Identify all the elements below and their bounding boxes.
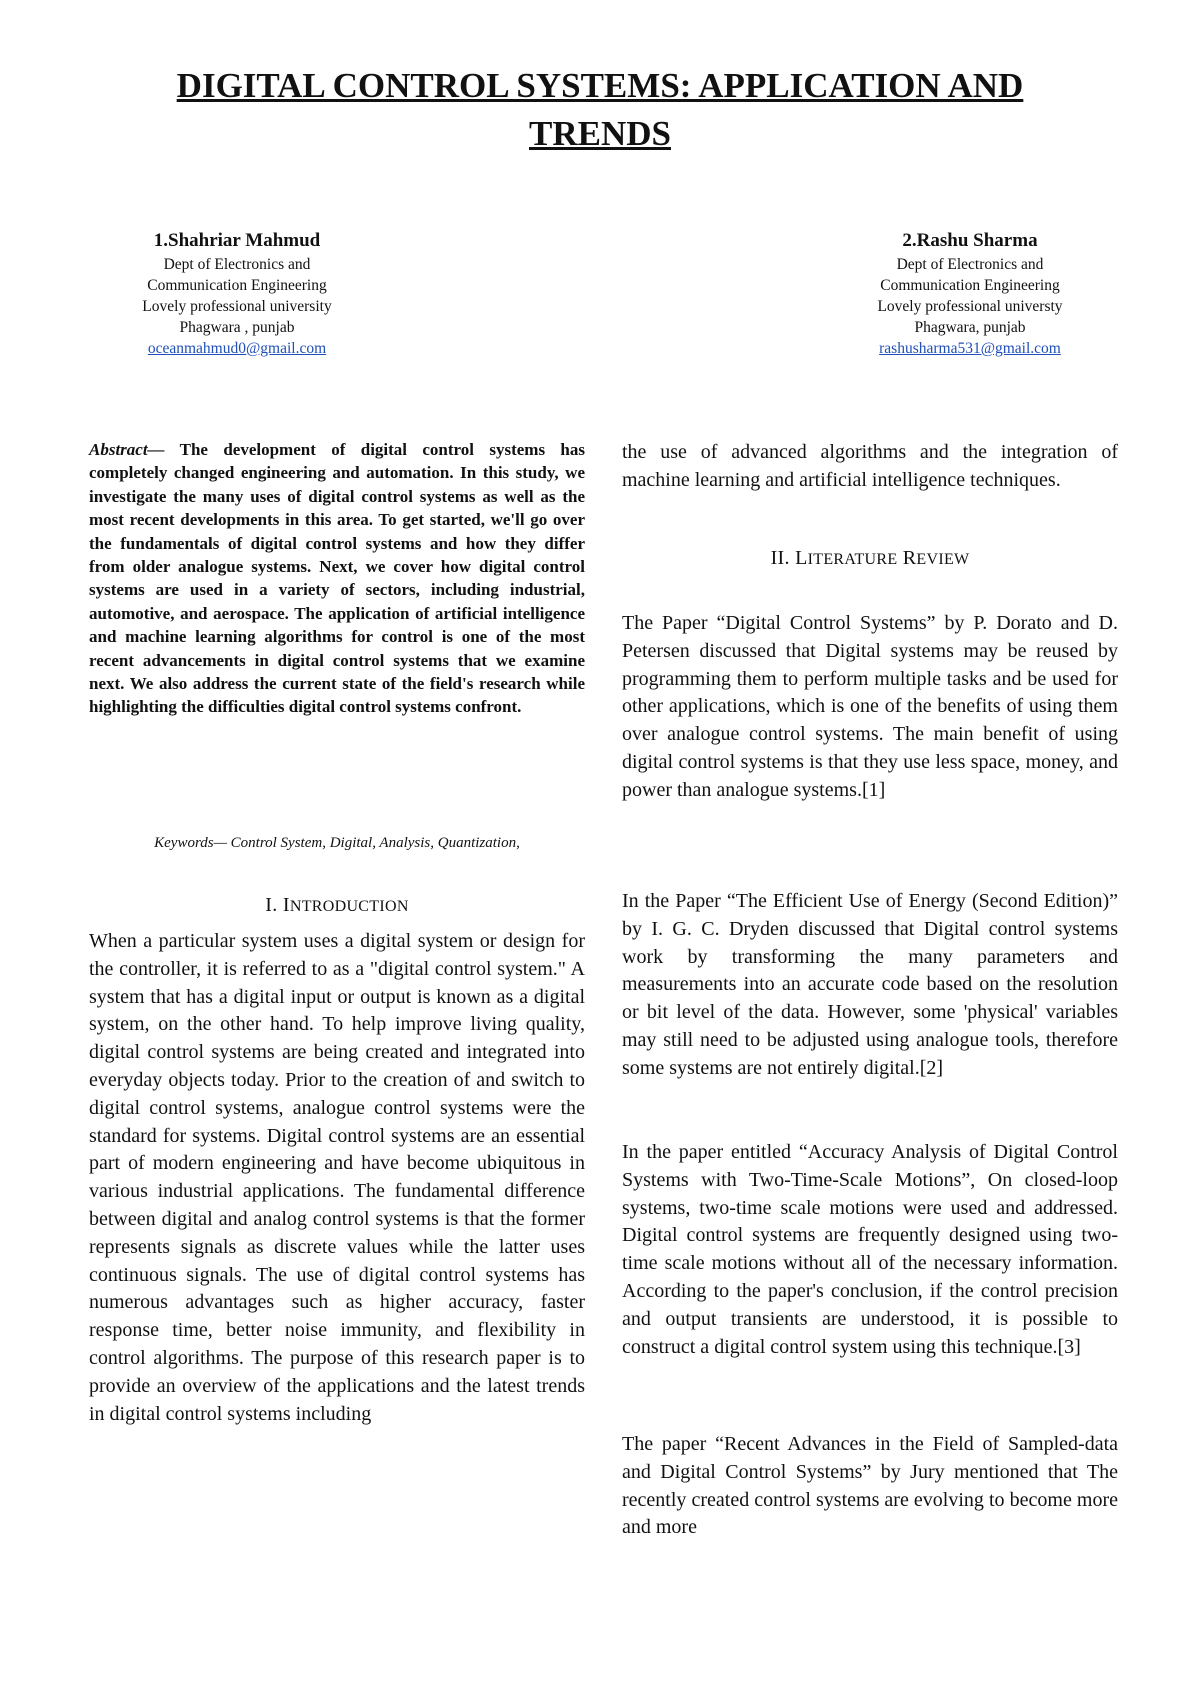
keywords: Keywords— Control System, Digital, Analysis, Quantization, <box>154 835 520 851</box>
literature-paragraph-2: In the Paper “The Efficient Use of Energy (Second Edition)” by I. G. C. Dryden discussed that Digital control systems work by transforming the many parameters and measurements into an accurate code based on the resolution or bit level of the data. However, some 'physical' variables may still need to be adjusted using analogue tools, therefore some systems are not entirely digital.[2] <box>622 890 1118 1079</box>
author-2-university: Lovely professional universty <box>877 298 1063 315</box>
abstract <box>89 438 585 719</box>
literature-paragraph-1: The Paper “Digital Control Systems” by P. Dorato and D. Petersen discussed that Digital systems may be reused by programming them to perform multiple tasks and be used for other applications, which is one of the benefits of using them over analogue control systems. The main benefit of using digital control systems is that they use less space, money, and power than analogue systems.[1] <box>622 612 1118 801</box>
author-1-block <box>67 228 407 359</box>
section-heading-literature-review <box>622 545 1118 573</box>
author-1-name: 1.Shahriar Mahmud <box>153 230 321 251</box>
author-2-dept-line-2: Communication Engineering <box>880 277 1060 294</box>
title-line-1: DIGITAL CONTROL SYSTEMS: APPLICATION AND <box>176 66 1024 105</box>
author-1-email-link[interactable]: oceanmahmud0@gmail.com <box>147 340 327 357</box>
author-2-name: 2.Rashu Sharma <box>902 230 1038 251</box>
section-number-1: I. <box>265 894 278 916</box>
author-2-block <box>800 228 1140 359</box>
abstract-label: Abstract— <box>89 440 165 459</box>
author-1-dept-line-1: Dept of Electronics and <box>163 256 311 273</box>
section-title-rest-2a: ITERATURE <box>807 551 898 568</box>
introduction-continuation: the use of advanced algorithms and the integration of machine learning and artificial intelligence techniques. <box>622 441 1118 491</box>
abstract-text: The development of digital control systems has completely changed engineering and automation. In this study, we investigate the many uses of digital control systems as well as the most recent developments in this area. To get started, we'll go over the fundamentals of digital control systems and how they differ from older analogue systems. Next, we cover how digital control systems are used in a variety of sectors, including industrial, automotive, and aerospace. The application of artificial intelligence and machine learning algorithms for control is one of the most recent advancements in digital control systems that we examine next. We also address the current state of the field's research while highlighting the difficulties digital control systems confront. <box>89 440 585 717</box>
section-title-initial-1: I <box>282 894 290 916</box>
section-number-2: II. <box>770 547 790 569</box>
author-2-dept-line-1: Dept of Electronics and <box>896 256 1044 273</box>
author-2-email-link[interactable]: rashusharma531@gmail.com <box>879 340 1061 357</box>
section-title-initial-2b: R <box>902 547 917 569</box>
section-title-initial-2a: L <box>795 547 808 569</box>
paper-title <box>60 62 1140 158</box>
introduction-paragraph: When a particular system uses a digital system or design for the controller, it is referred to as a "digital control system." A system that has a digital input or output is known as a digital system, on the other hand. To help improve living quality, digital control systems are being created and integrated into everyday objects today. Prior to the creation of and switch to digital control systems, analogue control systems were the standard for systems. Digital control systems are an essential part of modern engineering and have become ubiquitous in various industrial applications. The fundamental difference between digital and analog control systems is that the former represents signals as discrete values while the latter uses continuous signals. The use of digital control systems has numerous advantages such as higher accuracy, faster response time, better noise immunity, and flexibility in control algorithms. The purpose of this research paper is to provide an overview of the applications and the latest trends in digital control systems including <box>89 930 585 1425</box>
author-2-location: Phagwara, punjab <box>914 319 1026 336</box>
section-title-rest-2b: EVIEW <box>916 551 970 568</box>
section-title-rest-1: NTRODUCTION <box>289 898 409 915</box>
section-heading-introduction <box>89 892 585 920</box>
literature-paragraph-3: In the paper entitled “Accuracy Analysis of Digital Control Systems with Two-Time-Scale Motions”, On closed-loop systems, two-time scale motions were used and addressed. Digital control systems are frequently designed using two-time scale motions without all of the necessary information. According to the paper's conclusion, if the control precision and output transients are understood, it is possible to construct a digital control system using this technique.[3] <box>622 1141 1118 1358</box>
literature-paragraph-4: The paper “Recent Advances in the Field of Sampled-data and Digital Control Systems” by Jury mentioned that The recently created control systems are evolving to become more and more <box>622 1433 1118 1539</box>
author-1-university: Lovely professional university <box>142 298 332 315</box>
author-1-dept-line-2: Communication Engineering <box>147 277 327 294</box>
title-line-2: TRENDS <box>529 114 671 153</box>
author-1-location: Phagwara , punjab <box>179 319 295 336</box>
